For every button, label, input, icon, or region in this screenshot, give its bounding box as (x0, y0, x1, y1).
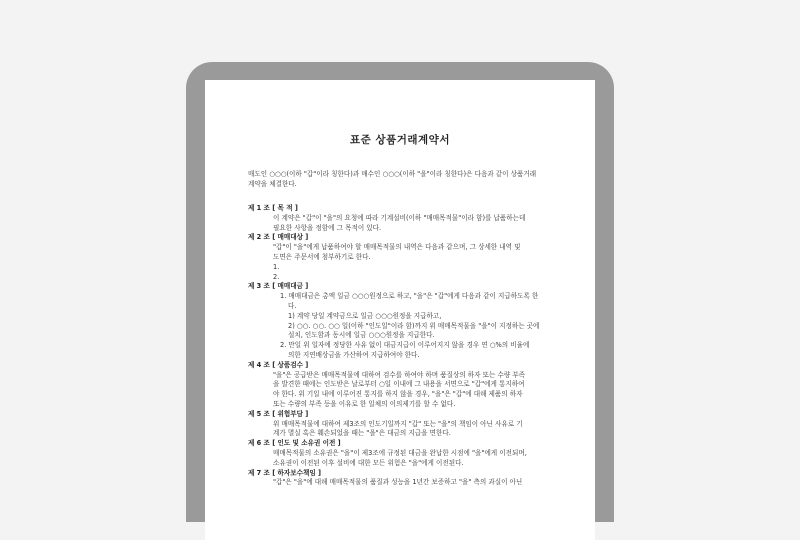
articles-list (248, 204, 566, 488)
article-heading: 제 1 조 [ 목 적 ] (248, 204, 298, 212)
article-line: 2. (273, 272, 280, 281)
article-line: "을"은 공급받은 매매목적물에 대하여 검수를 하여야 하며 품질상의 하자 또는 수량 부족 (273, 370, 526, 379)
document-page (205, 80, 595, 540)
article-line: 의한 지연배상금을 가산하여 지급하여야 한다. (288, 350, 420, 359)
article-line: 2. 만일 위 일자에 정당한 사유 없이 대금지급이 이루어지지 않을 경우 연 ○%의 비율에 (280, 341, 530, 350)
tablet-frame (186, 62, 614, 522)
article-line: 계가 멸실 혹은 훼손되었을 때는 "을"은 대금의 지급을 면한다. (273, 429, 451, 438)
article-line: 2) ○○. ○○. ○○ 일(이하 "인도일"이라 함)까지 위 매매목적물을 "을"이 지정하는 곳에 (288, 321, 540, 330)
document-title: 표준 상품거래계약서 (350, 134, 450, 146)
article-line: "갑"이 "을"에게 납품하여야 할 매매목적물의 내역은 다음과 같으며, 그 상세한 내역 및 (273, 243, 521, 252)
intro-paragraph (248, 170, 566, 190)
article-line: 이 계약은 "갑"이 "을"의 요청에 따라 기계설비(이하 "매매목적물"이라 함)를 납품하는데 (273, 213, 526, 222)
intro-line: 계약을 체결한다. (248, 179, 297, 188)
article-line: 매매목적물의 소유권은 "을"이 제3조에 규정된 대금을 완납한 시점에 "을"에게 이전되며, (273, 448, 527, 457)
article-line: 소유권이 이전된 이후 설비에 대한 모든 위험은 "을"에게 이전된다. (273, 458, 464, 467)
article-heading: 제 7 조 [ 하자보수책임 ] (248, 468, 322, 477)
article-heading: 제 3 조 [ 매매대금 ] (248, 282, 309, 291)
article-line: 야 한다. 위 기일 내에 이루어진 통지를 하지 않을 경우, "을"은 "갑"에 대해 제품의 하자 (273, 390, 523, 399)
article-line: 설치, 인도함과 동시에 일금 ○○○원정을 지급한다. (288, 331, 435, 340)
article-heading: 제 4 조 [ 상품검수 ] (248, 360, 309, 369)
article-line: "갑"은 "을"에 대해 매매목적물의 품질과 성능을 1년간 보증하고 "을" 측의 과실이 아닌 (273, 478, 523, 487)
article-line: 필요한 사항을 정함에 그 목적이 있다. (273, 223, 382, 232)
article-line: 또는 수량의 부족 등을 이유로 한 일체의 이의제기를 할 수 없다. (273, 399, 456, 408)
article-heading: 제 6 조 [ 인도 및 소유권 이전 ] (248, 439, 341, 448)
article-line: 도면은 주문서에 첨부하기로 한다. (273, 252, 371, 261)
article-line: 1. (273, 262, 280, 271)
article-line: 1) 계약 당일 계약금으로 일금 ○○○원정을 지급하고, (288, 311, 442, 320)
article-line: 위 매매목적물에 대하여 제3조의 인도기일까지 "갑" 또는 "을"의 책임이 아닌 사유로 기 (273, 419, 523, 428)
article-line: 다. (288, 301, 297, 310)
intro-line: 매도인 ○○○(이하 "갑"이라 칭한다)과 매수인 ○○○(이하 "을"이라 칭한다)은 다음과 같이 상품거래 (248, 170, 537, 178)
article-line: 을 발견한 때에는 인도받은 날로부터 ○일 이내에 그 내용을 서면으로 "갑"에게 통지하여 (273, 380, 525, 389)
article-heading: 제 5 조 [ 위험부담 ] (248, 409, 309, 418)
article-heading: 제 2 조 [ 매매대상 ] (248, 233, 309, 242)
article-line: 1. 매매대금은 총액 일금 ○○○원정으로 하고, "을"은 "갑"에게 다음과 같이 지급하도록 한 (280, 292, 539, 301)
